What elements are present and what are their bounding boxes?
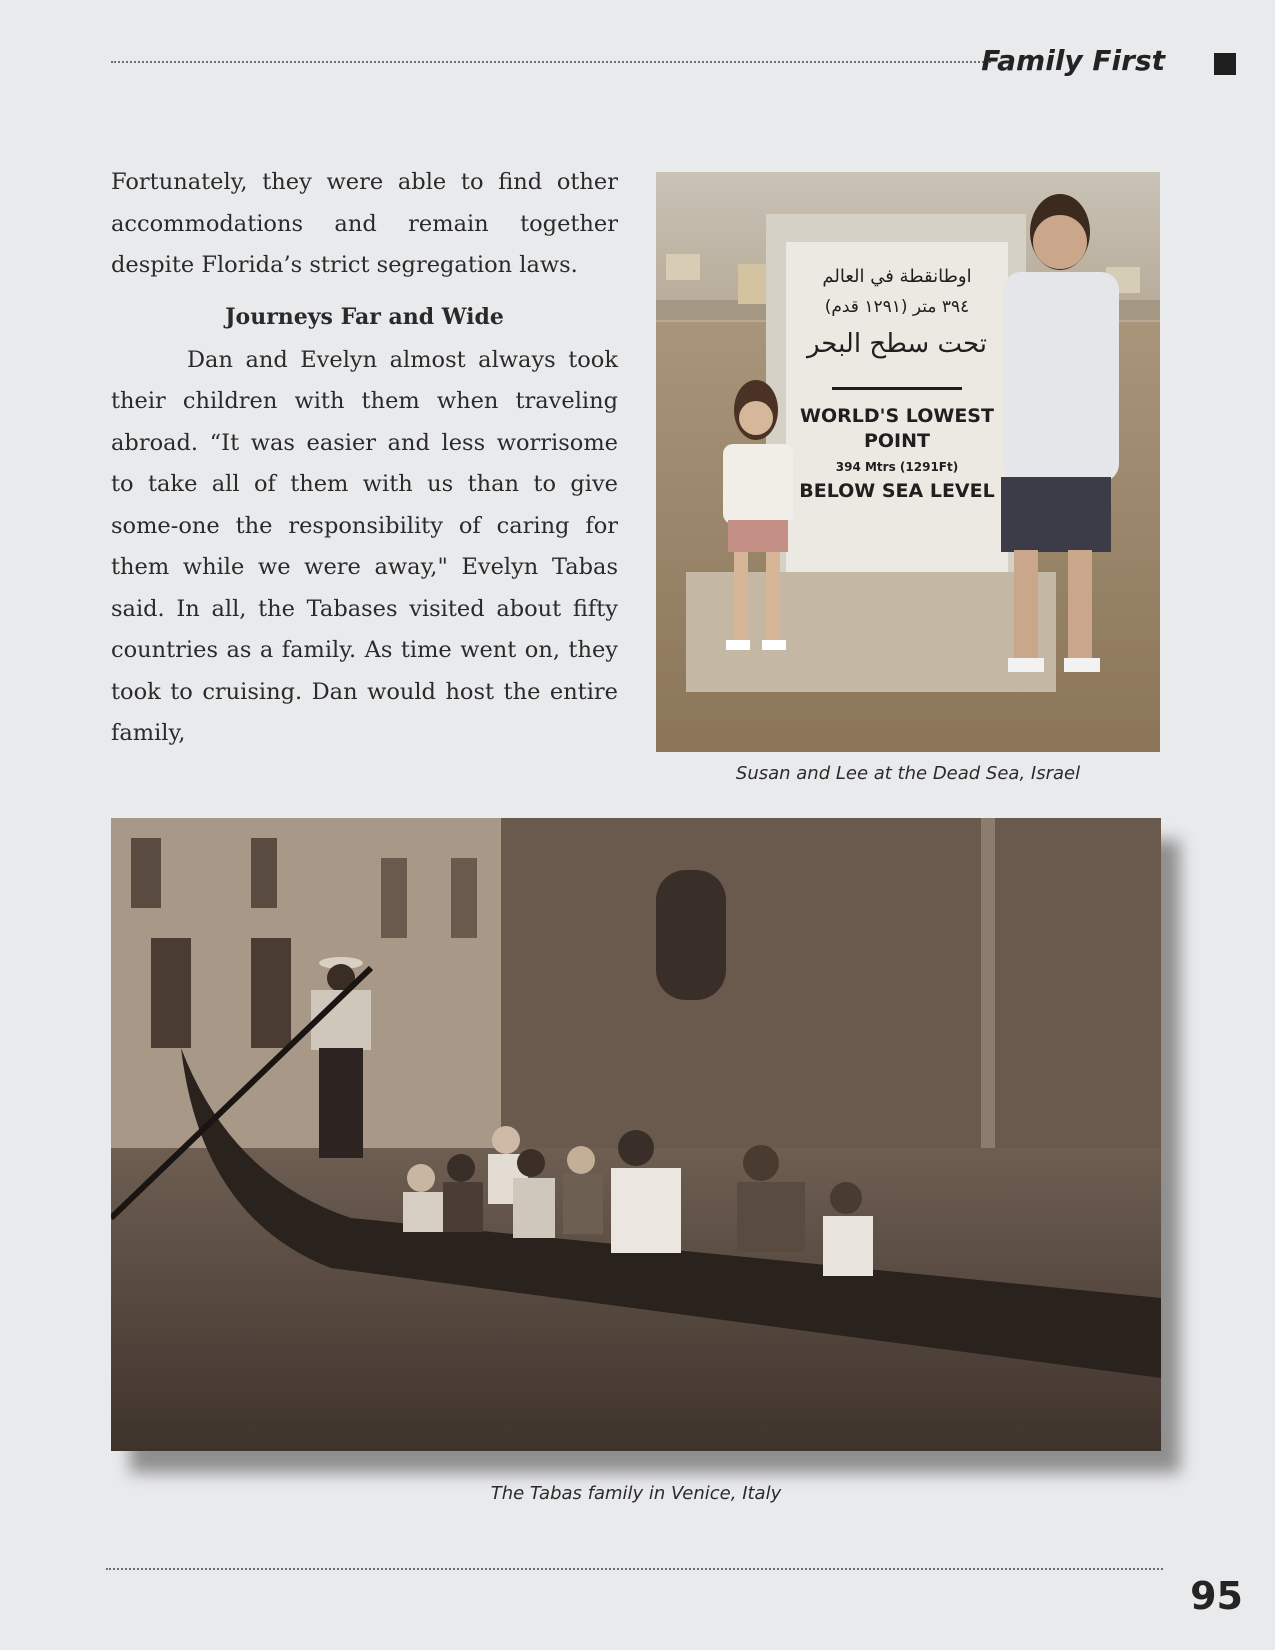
- body-text-column: [111, 162, 618, 755]
- photo-venice: [111, 818, 1161, 1451]
- sign-line4: BELOW SEA LEVEL: [799, 480, 995, 502]
- sign-arabic-line1: اوطانقطة في العالم: [822, 266, 972, 287]
- photo-venice-scene: [111, 818, 1161, 1451]
- caption-dead-sea: Susan and Lee at the Dead Sea, Israel: [735, 763, 1081, 784]
- photo-dead-sea: [656, 172, 1160, 752]
- sign-arabic-line2: ٣٩٤ متر (١٢٩١ قدم): [824, 297, 970, 317]
- header-rule: [111, 61, 991, 63]
- paragraph-journeys: Dan and Evelyn almost always took their children with them when traveling abroad. “It was easier and less worrisome to take all of them with us than to give some-one the responsibility of caring for them while we were away," Evelyn Tabas said. In all, the Tabases visited about fifty countries as a family. As time went on, they took to cruising. Dan would host the entire family,: [111, 346, 618, 746]
- sign-line2: POINT: [863, 430, 931, 452]
- page-number: 95: [1190, 1574, 1243, 1618]
- sign-arabic-line3: تحت سطح البحر: [806, 329, 988, 359]
- paragraph-segregation: Fortunately, they were able to find other accommodations and remain together despite Florida’s strict segregation laws.: [111, 169, 618, 278]
- running-header-title: Family First: [981, 44, 1165, 77]
- sign-line3: 394 Mtrs (1291Ft): [835, 460, 959, 474]
- sign-line1: WORLD'S LOWEST: [800, 405, 994, 427]
- section-subheading: Journeys Far and Wide: [225, 303, 504, 330]
- header-square-marker: [1214, 53, 1236, 75]
- footer-rule: [106, 1568, 1163, 1570]
- caption-venice: The Tabas family in Venice, Italy: [490, 1483, 782, 1504]
- photo-dead-sea-scene: [656, 172, 1160, 752]
